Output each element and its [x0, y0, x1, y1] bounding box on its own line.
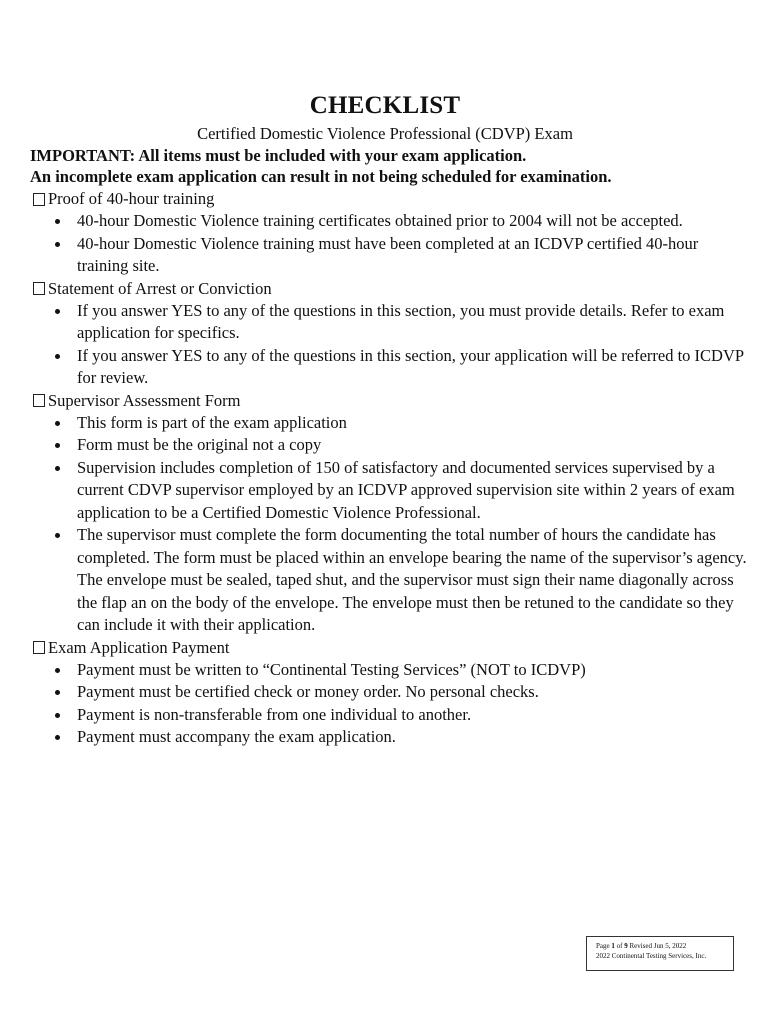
bullet-icon	[55, 354, 60, 359]
list-item	[30, 300, 750, 345]
section-heading-label: Statement of Arrest or Conviction	[48, 278, 272, 298]
list-item-text: Payment must be written to “Continental Testing Services” (NOT to ICDVP)	[77, 659, 586, 679]
section-supervisor	[30, 390, 750, 637]
bullet-icon	[55, 533, 60, 538]
list-item-text: Payment is non-transferable from one individual to another.	[77, 704, 472, 724]
incomplete-warning: An incomplete exam application can result in not being scheduled for examination.	[30, 167, 612, 186]
list-item-text: If you answer YES to any of the questions in this section, you must provide details. Refer to exam application for specifics.	[77, 300, 725, 342]
list-item	[30, 233, 750, 278]
list-item-text: If you answer YES to any of the questions in this section, your application will be referred to ICDVP for review.	[77, 345, 744, 387]
section-heading-label: Proof of 40-hour training	[48, 189, 215, 208]
section-heading	[30, 637, 750, 659]
bullet-icon	[55, 421, 60, 426]
section-heading-label: Supervisor Assessment Form	[48, 390, 241, 410]
checkbox-icon[interactable]	[33, 193, 45, 206]
page-footer	[586, 936, 734, 971]
list-item	[30, 412, 750, 435]
list-item	[30, 210, 750, 233]
list-item-text: Payment must accompany the exam application.	[77, 727, 396, 746]
section-heading	[30, 278, 750, 300]
list-item-text: 40-hour Domestic Violence training certificates obtained prior to 2004 will not be accepted.	[77, 211, 683, 230]
bullet-list	[30, 300, 750, 390]
revision-date: Revised Jun 5, 2022	[627, 942, 687, 950]
bullet-icon	[55, 690, 60, 695]
copyright-line: 2022 Continental Testing Services, Inc.	[596, 951, 707, 960]
page-number: 1	[611, 942, 615, 950]
page-revision-line: Page 1 of 9 Revised Jun 5, 2022	[596, 942, 687, 950]
checklist-sections	[30, 188, 750, 749]
bullet-list	[30, 412, 750, 637]
list-item	[30, 524, 750, 637]
section-heading-label: Exam Application Payment	[48, 637, 230, 657]
bullet-icon	[55, 735, 60, 740]
important-notice: IMPORTANT: All items must be included with your exam application.	[30, 146, 527, 165]
bullet-icon	[55, 713, 60, 718]
list-item-text: Payment must be certified check or money order. No personal checks.	[77, 682, 539, 701]
exam-subtitle: Certified Domestic Violence Professional (CDVP) Exam	[197, 124, 573, 143]
list-item-text: The supervisor must complete the form documenting the total number of hours the candidate has completed. The form must be placed within an envelope bearing the name of the supervisor’s agency. The envelope must be sealed, taped shut, and the supervisor must sign their name diagonally across the flap an on the body of the envelope. The envelope must then be retuned to the candidate so they can include it with their application.	[77, 525, 747, 634]
page-title: CHECKLIST	[309, 92, 461, 119]
bullet-icon	[55, 466, 60, 471]
bullet-icon	[55, 668, 60, 673]
list-item	[30, 345, 750, 390]
bullet-list	[30, 659, 750, 749]
checkbox-icon[interactable]	[33, 641, 45, 654]
list-item-text: 40-hour Domestic Violence training must have been completed at an ICDVP certified 40-hour training site.	[77, 233, 699, 275]
bullet-icon	[55, 242, 60, 247]
section-heading	[30, 390, 750, 412]
bullet-icon	[55, 219, 60, 224]
list-item	[30, 457, 750, 525]
bullet-icon	[55, 309, 60, 314]
list-item	[30, 726, 750, 749]
bullet-list	[30, 210, 750, 278]
list-item	[30, 434, 750, 457]
section-arrest	[30, 278, 750, 390]
list-item	[30, 681, 750, 704]
section-payment	[30, 637, 750, 749]
section-training	[30, 188, 750, 278]
checkbox-icon[interactable]	[33, 394, 45, 407]
section-heading	[30, 188, 750, 210]
list-item-text: This form is part of the exam application	[77, 412, 347, 432]
bullet-icon	[55, 443, 60, 448]
list-item	[30, 659, 750, 682]
checkbox-icon[interactable]	[33, 282, 45, 295]
list-item-text: Form must be the original not a copy	[77, 435, 322, 454]
page-total: 9	[624, 942, 628, 950]
list-item	[30, 704, 750, 727]
list-item-text: Supervision includes completion of 150 of satisfactory and documented services supervised by a current CDVP supervisor employed by an ICDVP approved supervision site within 2 years of exam application to be a Certified Domestic Violence Professional.	[77, 457, 735, 522]
